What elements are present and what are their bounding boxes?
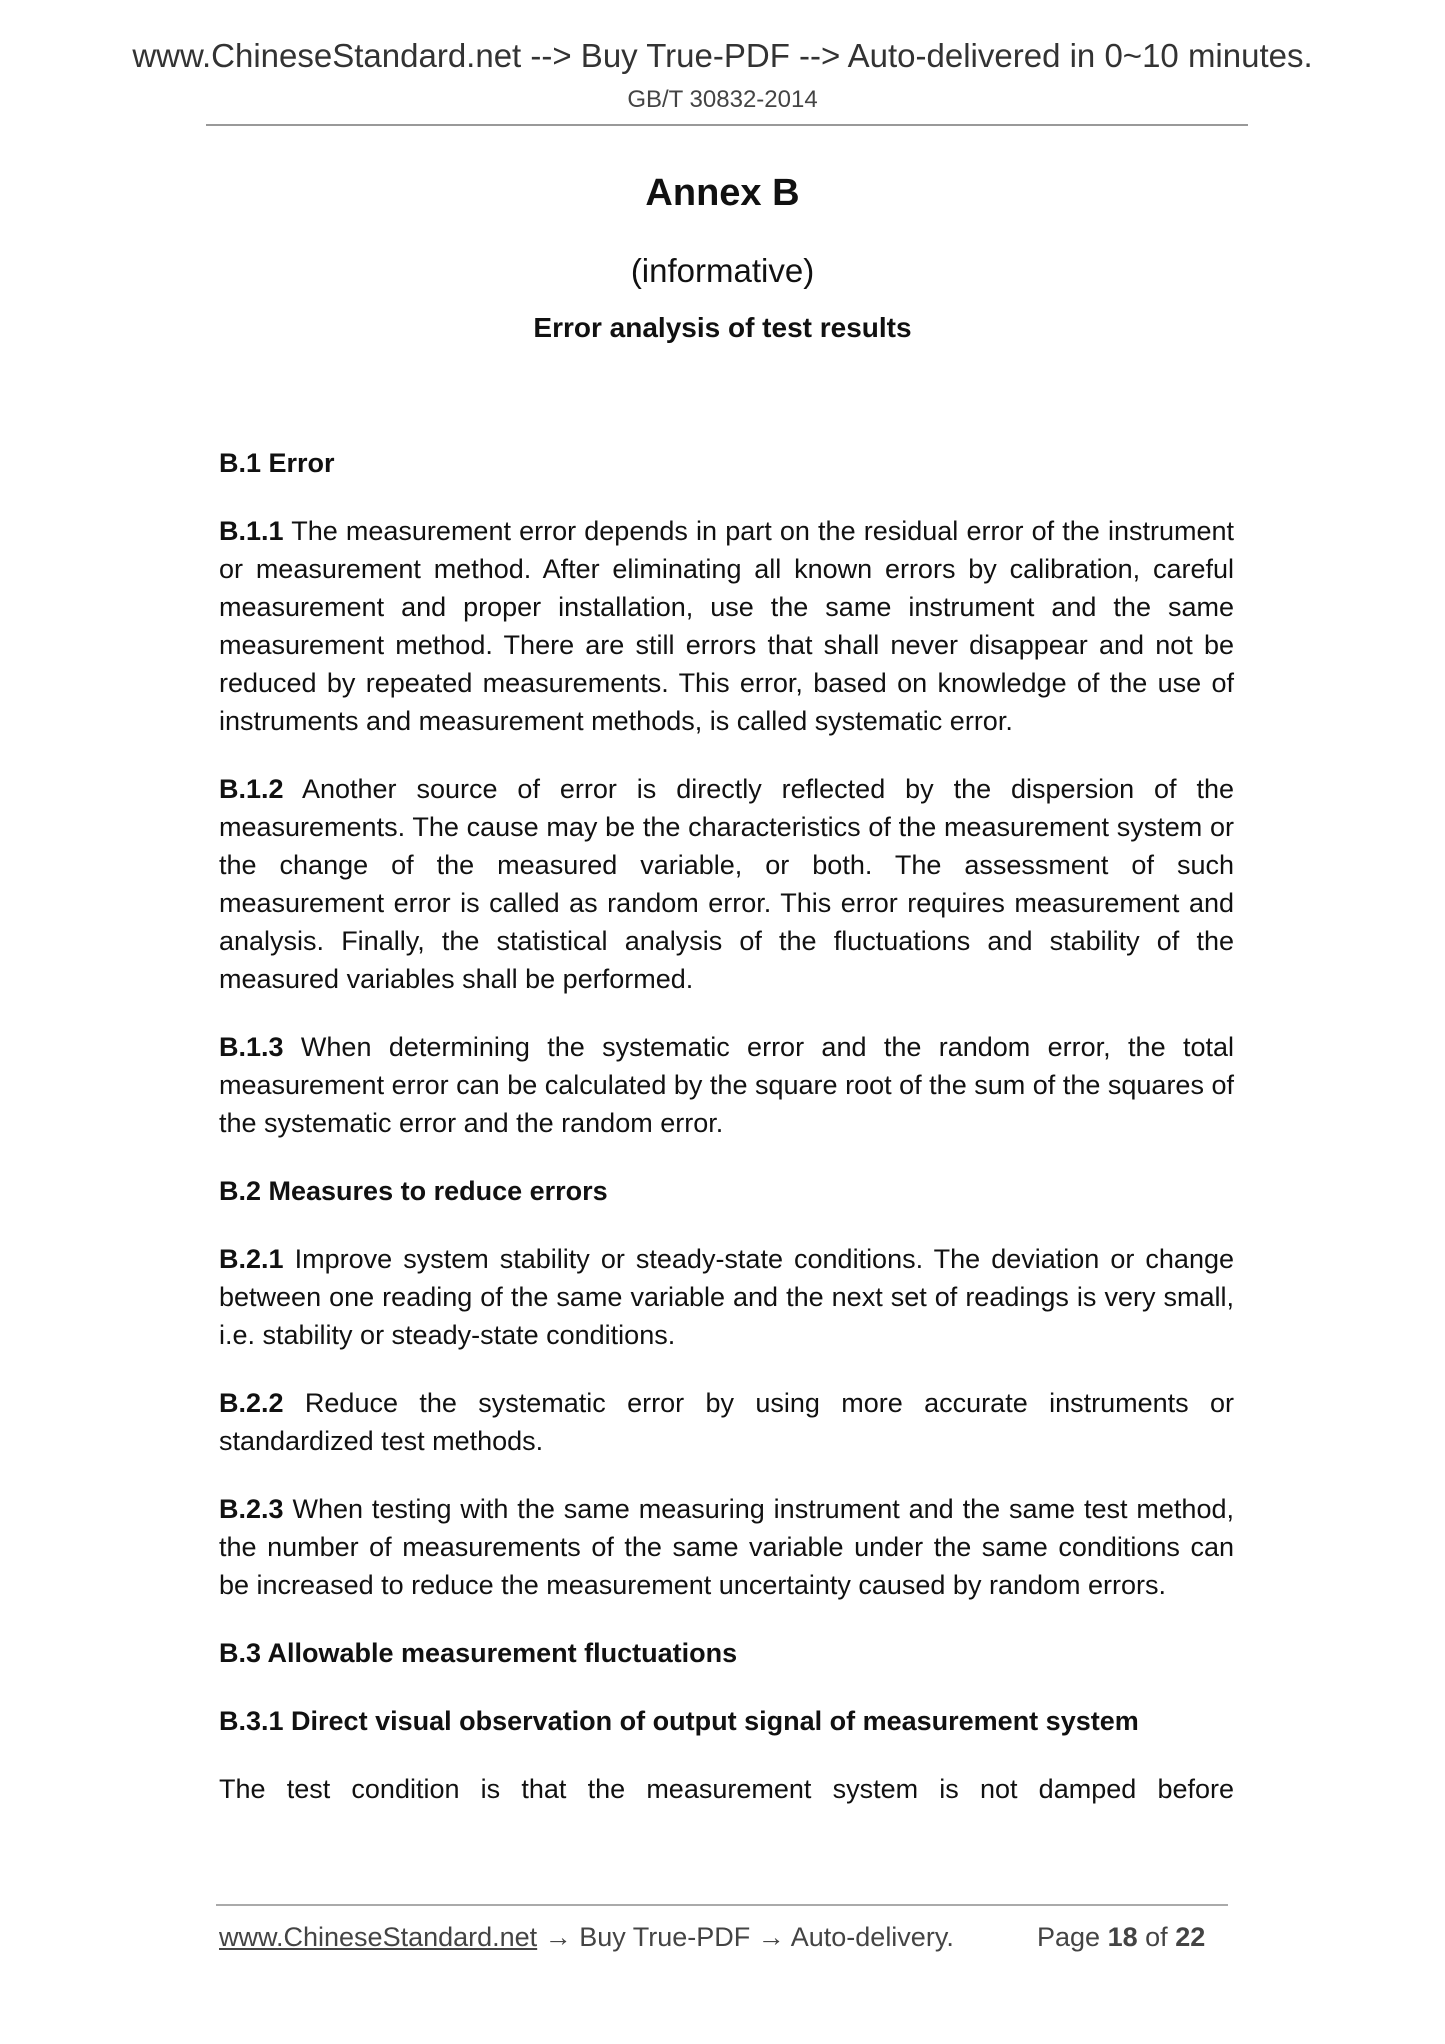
annex-heading: Error analysis of test results <box>533 312 912 343</box>
page-total: 22 <box>1175 1922 1206 1952</box>
header-divider <box>206 124 1248 126</box>
annex-subtitle: (informative) <box>630 252 815 289</box>
page-number: 18 <box>1107 1922 1138 1952</box>
clause-number: B.1.2 <box>219 774 284 804</box>
document-body <box>219 444 1234 1838</box>
annex-title: Annex B <box>645 172 800 214</box>
footer-link[interactable]: www.ChineseStandard.net <box>219 1922 538 1952</box>
paragraph <box>219 1028 1234 1142</box>
paragraph-text: Improve system stability or steady-state conditions. The deviation or change between one reading of the same variable and the next set of readings is very small, i.e. stability or steady-state conditions. <box>219 1244 1234 1350</box>
footer-text <box>219 1922 954 1953</box>
paragraph-text: Reduce the systematic error by using more accurate instruments or standardized test methods. <box>219 1388 1234 1456</box>
page-indicator <box>1037 1922 1205 1953</box>
paragraph-text: Another source of error is directly reflected by the dispersion of the measurements. The cause may be the characteristics of the measurement system or the change of the measured variable, or both. The assessment of such measurement error is called as random error. This error requires measurement and analysis. Finally, the statistical analysis of the fluctuations and stability of the measured variables shall be performed. <box>219 774 1234 994</box>
paragraph-text: When testing with the same measuring instrument and the same test method, the number of measurements of the same variable under the same conditions can be increased to reduce the measurement uncertainty caused by random errors. <box>219 1494 1234 1600</box>
clause-number: B.2.2 <box>219 1388 284 1418</box>
footer-tagline: → Buy True-PDF → Auto-delivery. <box>537 1922 954 1952</box>
section-heading: B.1 Error <box>219 448 335 478</box>
clause-number: B.1.1 <box>219 516 284 546</box>
standard-number: GB/T 30832-2014 <box>627 86 818 113</box>
page-of: of <box>1145 1922 1168 1952</box>
paragraph <box>219 512 1234 740</box>
subsection-heading: B.3.1 Direct visual observation of output signal of measurement system <box>219 1706 1139 1736</box>
paragraph <box>219 1384 1234 1460</box>
clause-number: B.1.3 <box>219 1032 284 1062</box>
paragraph-text: When determining the systematic error and the random error, the total measurement error can be calculated by the square root of the sum of the squares of the systematic error and the random error. <box>219 1032 1234 1138</box>
paragraph <box>219 1240 1234 1354</box>
clause-number: B.2.3 <box>219 1494 284 1524</box>
footer-divider <box>216 1904 1228 1906</box>
section-heading: B.3 Allowable measurement fluctuations <box>219 1638 738 1668</box>
header-banner: www.ChineseStandard.net --> Buy True-PDF --> Auto-delivered in 0~10 minutes. <box>132 37 1313 74</box>
paragraph: The test condition is that the measurement system is not damped before <box>219 1774 1234 1804</box>
paragraph-text: The measurement error depends in part on the residual error of the instrument or measurement method. After eliminating all known errors by calibration, careful measurement and proper installation, use the same instrument and the same measurement method. There are still errors that shall never disappear and not be reduced by repeated measurements. This error, based on knowledge of the use of instruments and measurement methods, is called systematic error. <box>219 516 1235 736</box>
clause-number: B.2.1 <box>219 1244 284 1274</box>
page-label: Page <box>1037 1922 1101 1952</box>
paragraph <box>219 770 1234 998</box>
paragraph <box>219 1490 1234 1604</box>
section-heading: B.2 Measures to reduce errors <box>219 1176 608 1206</box>
